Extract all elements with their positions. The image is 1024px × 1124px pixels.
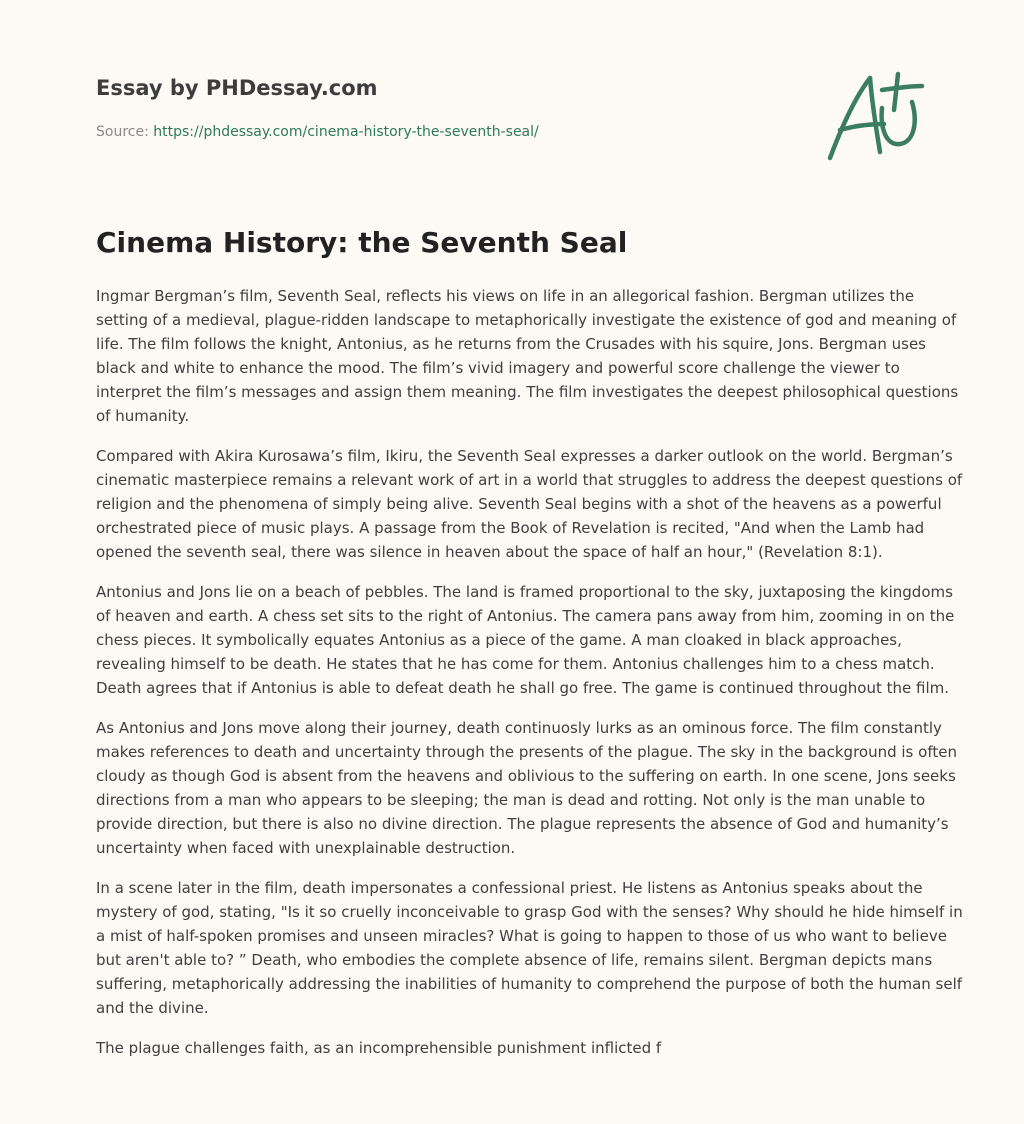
a-plus-grade-icon [822, 66, 932, 166]
paragraph-2: Compared with Akira Kurosawa’s film, Ikiru, the Seventh Seal expresses a darker outlook on the world. Bergman’s cinematic masterpiece remains a relevant work of art in a world that struggles to address the deepest questions of religion and the phenomena of simply being alive. Seventh Seal begins with a shot of the heavens as a powerful orchestrated piece of music plays. A passage from the Book of Revelation is recited, "And when the Lamb had opened the seventh seal, there was silence in heaven about the space of half an hour," (Revelation 8:1). [96, 447, 963, 561]
source-line [96, 124, 539, 140]
site-brand: Essay by PHDessay.com [96, 76, 378, 100]
source-link[interactable]: https://phdessay.com/cinema-history-the-seventh-seal/ [153, 124, 539, 140]
paragraph-5: In a scene later in the film, death impersonates a confessional priest. He listens as Antonius speaks about the mystery of god, stating, "Is it so cruelly inconceivable to grasp God with the senses? Why should he hide himself in a mist of half-spoken promises and unseen miracles? What is going to happen to those of us who want to believe but aren't able to? ” Death, who embodies the complete absence of life, remains silent. Bergman depicts mans suffering, metaphorically addressing the inabilities of humanity to comprehend the purpose of both the human self and the divine. [96, 879, 963, 1017]
paragraph-3: Antonius and Jons lie on a beach of pebbles. The land is framed proportional to the sky, juxtaposing the kingdoms of heaven and earth. A chess set sits to the right of Antonius. The camera pans away from him, zooming in on the chess pieces. It symbolically equates Antonius as a piece of the game. A man cloaked in black approaches, revealing himself to be death. He states that he has come for them. Antonius challenges him to a chess match. Death agrees that if Antonius is able to defeat death he shall go free. The game is continued throughout the film. [96, 583, 955, 697]
paragraph-1: Ingmar Bergman’s film, Seventh Seal, reflects his views on life in an allegorical fashion. Bergman utilizes the setting of a medieval, plague-ridden landscape to metaphorically investigate the existence of god and meaning of life. The film follows the knight, Antonius, as he returns from the Crusades with his squire, Jons. Bergman uses black and white to enhance the mood. The film’s vivid imagery and powerful score challenge the viewer to interpret the film’s messages and assign them meaning. The film investigates the deepest philosophical questions of humanity. [96, 287, 959, 425]
essay-title: Cinema History: the Seventh Seal [96, 226, 628, 259]
essay-body [96, 284, 966, 1076]
paragraph-4: As Antonius and Jons move along their journey, death continuosly lurks as an ominous force. The film constantly makes references to death and uncertainty through the presents of the plague. The sky in the background is often cloudy as though God is absent from the heavens and oblivious to the suffering on earth. In one scene, Jons seeks directions from a man who appears to be sleeping; the man is dead and rotting. Not only is the man unable to provide direction, but there is also no divine direction. The plague represents the absence of God and humanity’s uncertainty when faced with unexplainable destruction. [96, 719, 957, 857]
paragraph-6: The plague challenges faith, as an incomprehensible punishment inflicted f [96, 1039, 662, 1057]
source-label: Source: [96, 124, 154, 140]
